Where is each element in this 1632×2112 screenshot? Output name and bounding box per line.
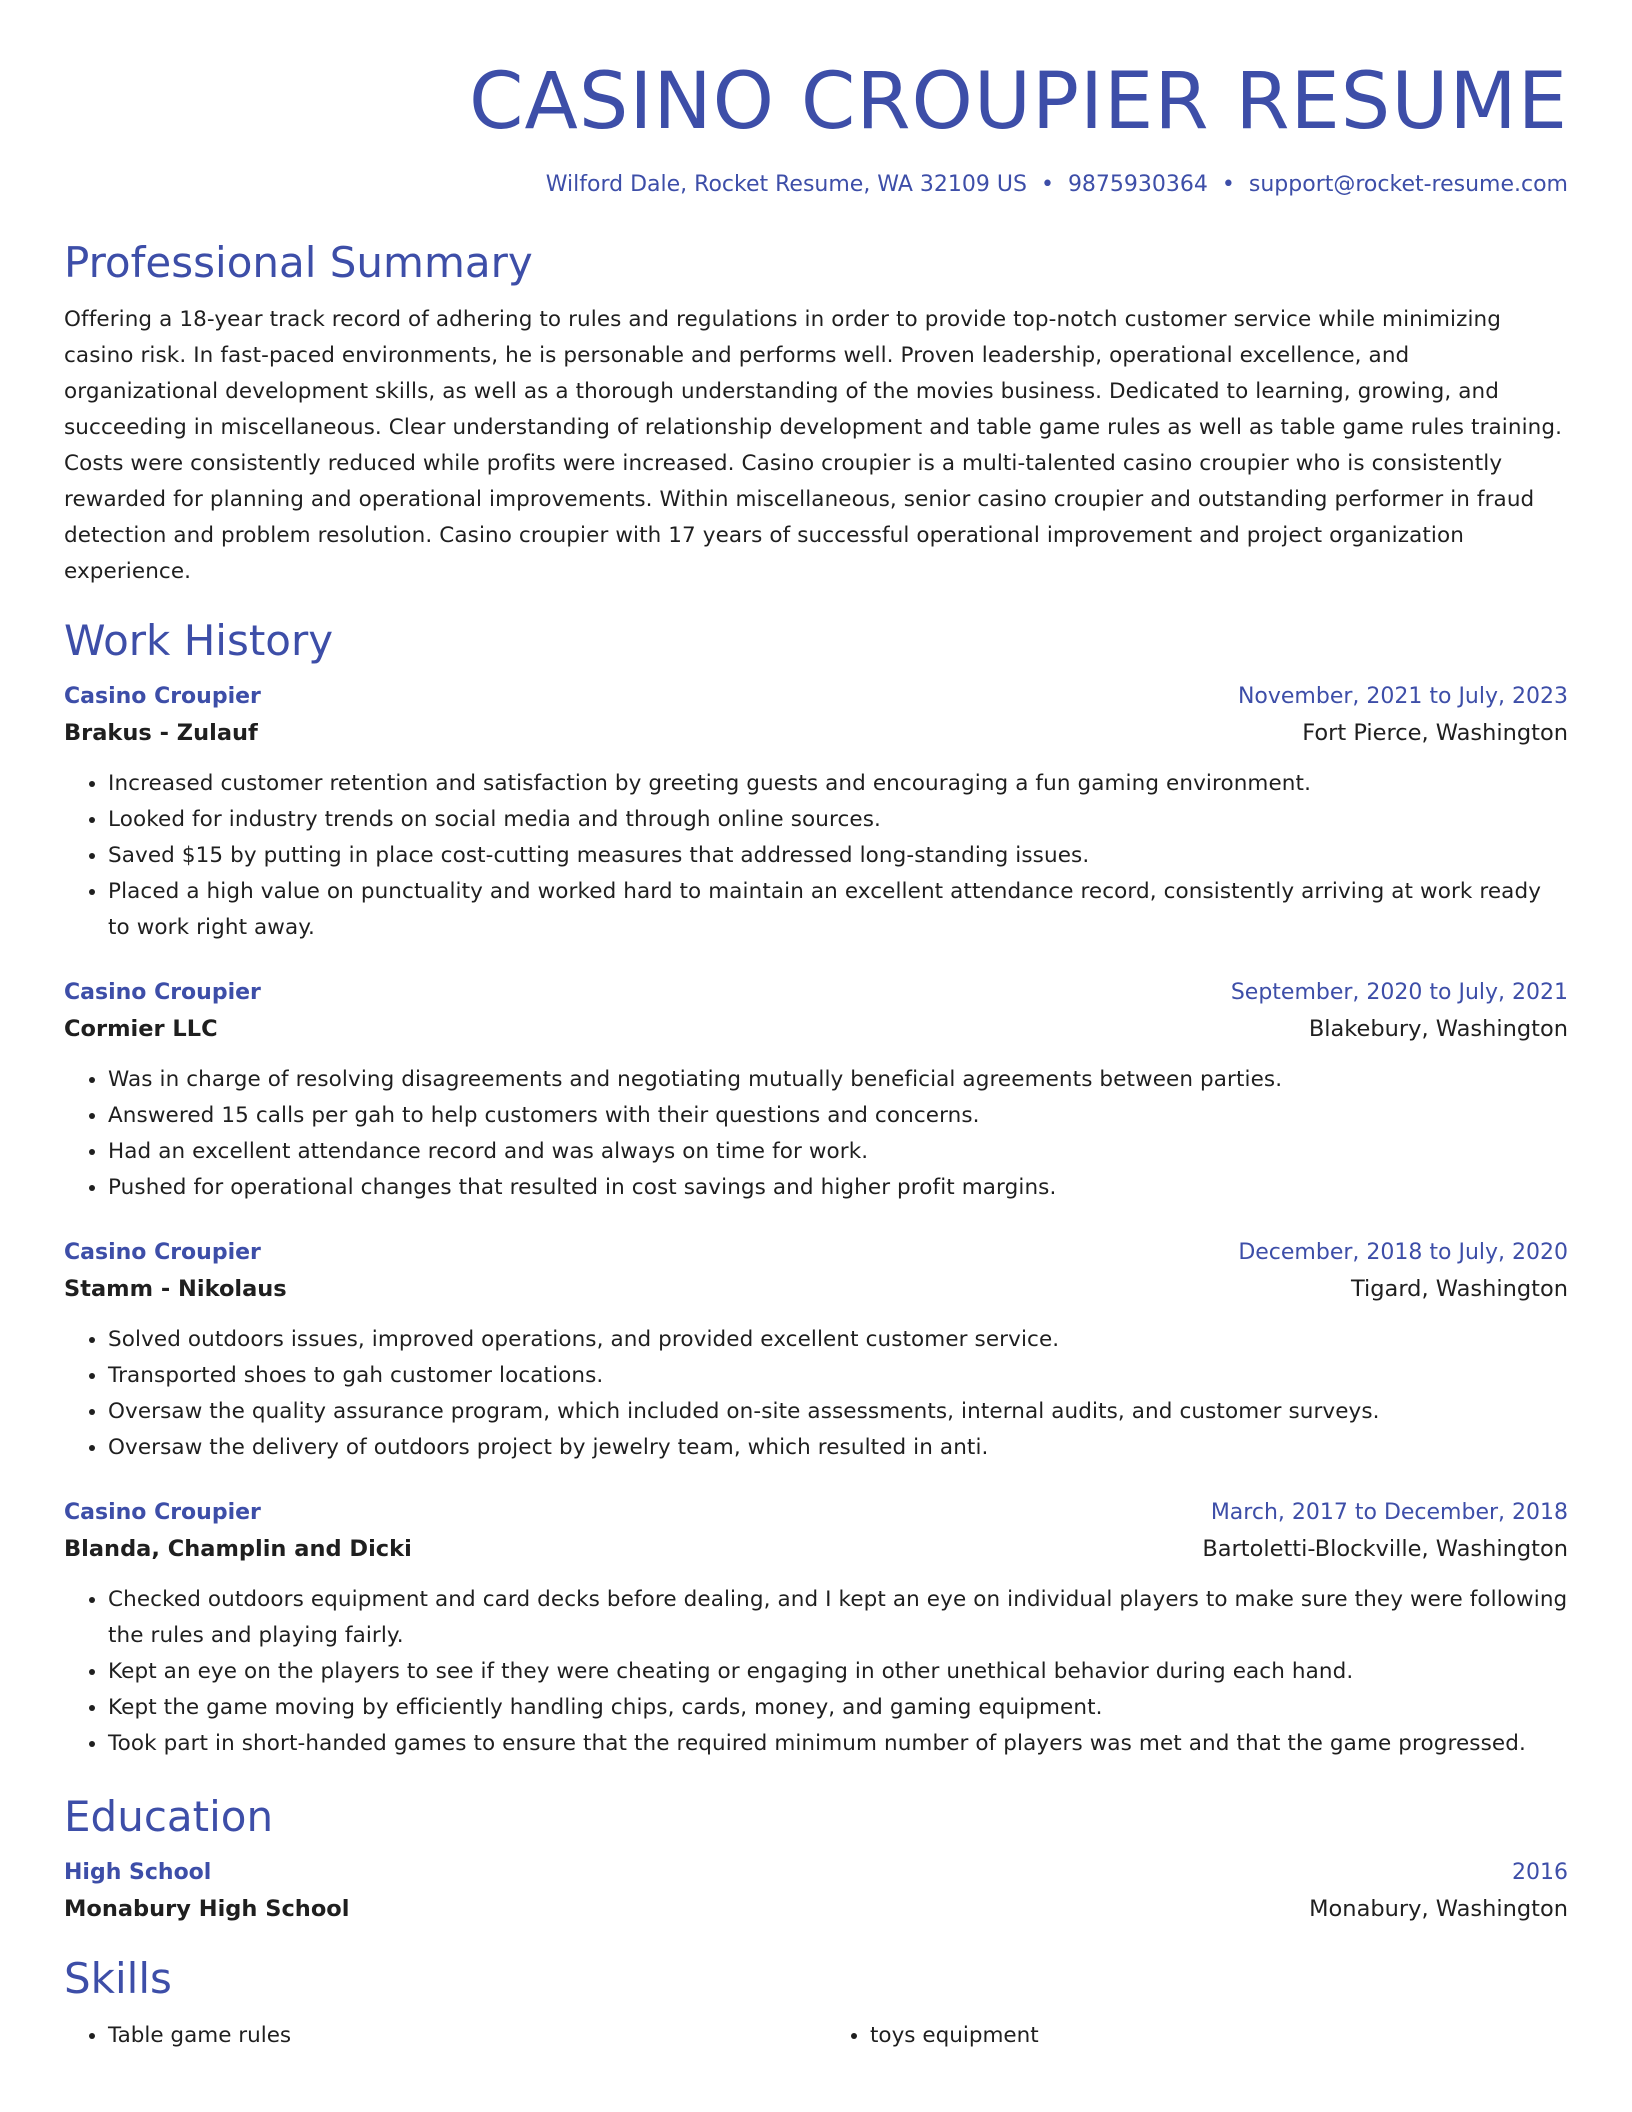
contact-separator: • — [1040, 172, 1054, 197]
section-heading-skills: Skills — [64, 1954, 172, 2003]
skills-list-right — [826, 2018, 1568, 2054]
job-bullet: • Checked outdoors equipment and card decks before dealing, and I kept an eye on individual players to make sure they were following the rules and playing fairly. — [108, 1582, 1568, 1654]
education-section — [64, 1792, 1568, 1928]
job-bullet-list — [64, 766, 1568, 946]
job-employer: Stamm - Nikolaus — [64, 1276, 287, 1302]
job-employer: Blanda, Champlin and Dicki — [64, 1536, 412, 1562]
job-bullet: • Was in charge of resolving disagreements and negotiating mutually beneficial agreements between parties. — [108, 1062, 1568, 1098]
section-heading-work-history: Work History — [64, 616, 334, 665]
job-employer: Brakus - Zulauf — [64, 720, 258, 746]
job-bullet: • Placed a high value on punctuality and worked hard to maintain an excellent attendance record, consistently arriving at work ready to work right away. — [108, 874, 1568, 946]
work-history-section — [64, 616, 1568, 1762]
job-bullet: • Oversaw the quality assurance program, which included on-site assessments, internal audits, and customer surveys. — [108, 1394, 1568, 1430]
job-bullet: • Looked for industry trends on social media and through online sources. — [108, 802, 1568, 838]
job-entry — [64, 1496, 1568, 1762]
job-dates: November, 2021 to July, 2023 — [1237, 684, 1568, 709]
job-employer: Cormier LLC — [64, 1016, 218, 1042]
summary-text: Offering a 18-year track record of adhering to rules and regulations in order to provide top-notch customer service while minimizing casino risk. In fast-paced environments, he is personable and performs well. Proven leadership, operational excellence, and organizational development skills, as well as a thorough understanding of the movies business. Dedicated to learning, growing, and succeeding in miscellaneous. Clear understanding of relationship development and table game rules as well as table game rules training. Costs were consistently reduced while profits were increased. Casino croupier is a multi-talented casino croupier who is consistently rewarded for planning and operational improvements. Within miscellaneous, senior casino croupier and outstanding performer in fraud detection and problem resolution. Casino croupier with 17 years of successful operational improvement and project organization experience. — [64, 307, 1563, 584]
job-entry — [64, 976, 1568, 1206]
skills-grid — [64, 2018, 1568, 2054]
education-school: Monabury High School — [64, 1896, 350, 1922]
job-bullet: • Answered 15 calls per gah to help customers with their questions and concerns. — [108, 1098, 1568, 1134]
job-title: Casino Croupier — [64, 1500, 261, 1525]
job-location: Fort Pierce, Washington — [1302, 720, 1568, 746]
job-bullet-list — [64, 1582, 1568, 1762]
job-dates: September, 2020 to July, 2021 — [1230, 980, 1568, 1005]
job-dates: December, 2018 to July, 2020 — [1238, 1240, 1568, 1265]
job-bullet: • Increased customer retention and satisfaction by greeting guests and encouraging a fun gaming environment. — [108, 766, 1568, 802]
skills-list-left — [64, 2018, 806, 2054]
resume-header — [64, 0, 1568, 200]
skill-item: • Table game rules — [108, 2018, 806, 2054]
job-bullet: • Solved outdoors issues, improved operations, and provided excellent customer service. — [108, 1322, 1568, 1358]
job-bullet: • Saved $15 by putting in place cost-cutting measures that addressed long-standing issues. — [108, 838, 1568, 874]
job-bullet: • Pushed for operational changes that resulted in cost savings and higher profit margins. — [108, 1170, 1568, 1206]
job-bullet: • Oversaw the delivery of outdoors project by jewelry team, which resulted in anti. — [108, 1430, 1568, 1466]
education-degree: High School — [64, 1860, 212, 1885]
job-bullet: • Had an excellent attendance record and was always on time for work. — [108, 1134, 1568, 1170]
education-year: 2016 — [1512, 1860, 1568, 1885]
contact-phone: 9875930364 — [1067, 172, 1208, 197]
skills-section — [64, 1954, 1568, 2054]
resume-title: CASINO CROUPIER RESUME — [469, 57, 1568, 147]
section-heading-education: Education — [64, 1792, 274, 1841]
job-dates: March, 2017 to December, 2018 — [1210, 1500, 1568, 1525]
job-bullet: • Took part in short-handed games to ensure that the required minimum number of players was met and that the game progressed. — [108, 1726, 1568, 1762]
job-bullet: • Kept an eye on the players to see if they were cheating or engaging in other unethical behavior during each hand. — [108, 1654, 1568, 1690]
contact-line — [64, 170, 1568, 200]
education-location: Monabury, Washington — [1309, 1896, 1568, 1922]
job-bullet: • Transported shoes to gah customer locations. — [108, 1358, 1568, 1394]
job-title: Casino Croupier — [64, 1240, 261, 1265]
job-location: Tigard, Washington — [1350, 1276, 1568, 1302]
job-entry — [64, 1236, 1568, 1466]
contact-email[interactable]: support@rocket-resume.com — [1248, 172, 1568, 197]
skill-item: • toys equipment — [870, 2018, 1568, 2054]
job-title: Casino Croupier — [64, 684, 261, 709]
section-heading-summary: Professional Summary — [64, 238, 533, 287]
job-location: Bartoletti-Blockville, Washington — [1202, 1536, 1568, 1562]
job-title: Casino Croupier — [64, 980, 261, 1005]
professional-summary-section — [64, 238, 1568, 590]
job-bullet: • Kept the game moving by efficiently handling chips, cards, money, and gaming equipment. — [108, 1690, 1568, 1726]
contact-address: Wilford Dale, Rocket Resume, WA 32109 US — [545, 172, 1027, 197]
education-entry — [64, 1856, 1568, 1928]
job-bullet-list — [64, 1322, 1568, 1466]
job-entry — [64, 680, 1568, 946]
job-location: Blakebury, Washington — [1308, 1016, 1568, 1042]
contact-separator: • — [1221, 172, 1235, 197]
job-bullet-list — [64, 1062, 1568, 1206]
